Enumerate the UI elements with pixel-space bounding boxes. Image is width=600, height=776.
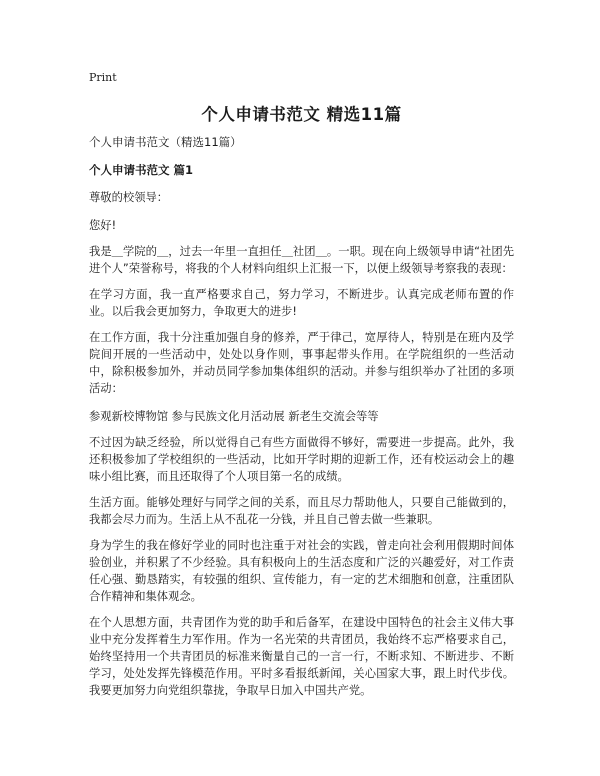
body-paragraph-intro: 我是＿学院的＿，过去一年里一直担任＿社团＿。一职。现在向上级领导申请“社团先进个人”荣誉称号，将我的个人材料向组织上汇报一下，以便上级领导考察我的表现： [89,245,514,275]
body-paragraph-experience: 不过因为缺乏经验，所以觉得自己有些方面做得不够好，需要进一步提高。此外，我还积极参加了学校组织的一些活动，比如开学时期的迎新工作，还有校运动会上的趣味小组比赛，而且还取得了个人项目第一名的成绩。 [89,436,514,483]
page-title: 个人申请书范文 精选11篇 [201,105,402,124]
body-paragraph-life: 生活方面。能够处理好与同学之间的关系，而且尽力帮助他人，只要自己能做到的，我都会尽力而为。生活上从不乱花一分钱，并且自己曾去做一些兼职。 [89,496,514,526]
greeting: 您好! [89,219,117,232]
print-link[interactable]: Print [89,71,117,84]
document-subtitle: 个人申请书范文（精选11篇） [89,135,242,149]
salutation: 尊敬的校领导： [89,191,169,204]
body-paragraph-ideology: 在个人思想方面，共青团作为党的助手和后备军，在建设中国特色的社会主义伟大事业中充分发挥着生力军作用。作为一名光荣的共青团员，我始终不忘严格要求自己，始终坚持用一个共青团员的标准来衡量自己的一言一行，不断求知、不断进步、不断学习，处处发挥先锋模范作用。平时多看报纸新闻，关心国家大事，跟上时代步伐。我要更加努力向党组织靠拢，争取早日加入中国共产党。 [89,616,514,697]
body-paragraph-work: 在工作方面，我十分注重加强自身的修养，严于律己，宽厚待人，特别是在班内及学院间开展的一些活动中，处处以身作则，事事起带头作用。在学院组织的一些活动中，除积极参加外，并动员同学参加集体组织的活动。并参与组织举办了社团的多项活动： [89,331,514,395]
body-paragraph-practice: 身为学生的我在修好学业的同时也注重于对社会的实践，曾走向社会利用假期时间体验创业，并积累了不少经验。具有积极向上的生活态度和广泛的兴趣爱好，对工作责任心强、勤恳踏实，有较强的组织、宣传能力，有一定的艺术细胞和创意，注重团队合作精神和集体观念。 [89,539,514,603]
body-paragraph-study: 在学习方面，我一直严格要求自己，努力学习，不断进步。认真完成老师布置的作业。以后我会更加努力，争取更大的进步! [89,288,514,318]
document-page [89,60,514,699]
section-heading: 个人申请书范文 篇1 [89,163,194,177]
body-paragraph-activities: 参观新校博物馆 参与民族文化月活动展 新老生交流会等等 [89,410,379,423]
